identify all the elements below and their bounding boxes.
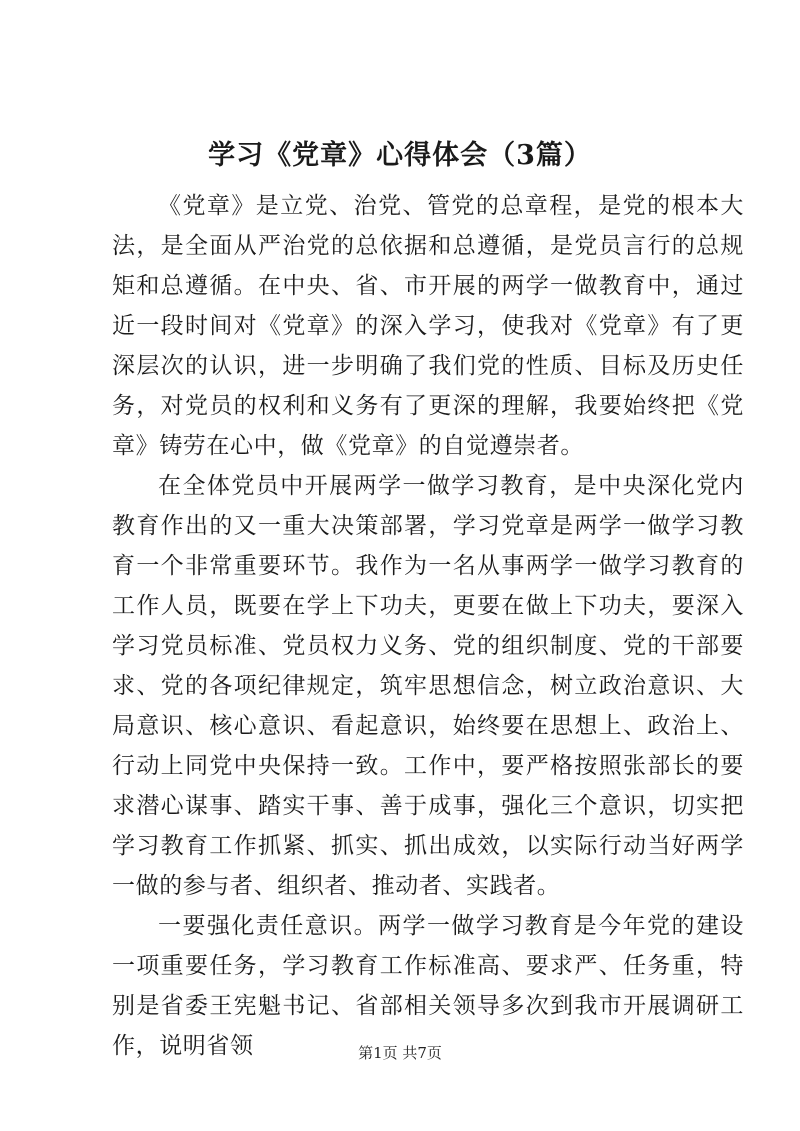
document-body xyxy=(112,186,744,1066)
document-title: 学习《党章》心得体会（3篇） xyxy=(208,140,592,171)
paragraph-2: 在全体党员中开展两学一做学习教育，是中央深化党内教育作出的又一重大决策部署，学习党章是两学一做学习教育一个非常重要环节。我作为一名从事两学一做学习教育的工作人员，既要在学上下功夫，更要在做上下功夫，要深入学习党员标准、党员权力义务、党的组织制度、党的干部要求、党的各项纪律规定，筑牢思想信念，树立政治意识、大局意识、核心意识、看起意识，始终要在思想上、政治上、行动上同党中央保持一致。工作中，要严格按照张部长的要求潜心谋事、踏实干事、善于成事，强化三个意识，切实把学习教育工作抓紧、抓实、抓出成效，以实际行动当好两学一做的参与者、组织者、推动者、实践者。 xyxy=(112,473,744,899)
page-number-indicator: 第1页 共7页 xyxy=(358,1044,442,1062)
paragraph-1: 《党章》是立党、治党、管党的总章程，是党的根本大法，是全面从严治党的总依据和总遵循，是党员言行的总规矩和总遵循。在中央、省、市开展的两学一做教育中，通过近一段时间对《党章》的深入学习，使我对《党章》有了更深层次的认识，进一步明确了我们党的性质、目标及历史任务，对党员的权利和义务有了更深的理解，我要始终把《党章》铸劳在心中，做《党章》的自觉遵崇者。 xyxy=(112,193,744,459)
paragraph-3: 一要强化责任意识。两学一做学习教育是今年党的建设一项重要任务，学习教育工作标准高、要求严、任务重，特别是省委王宪魁书记、省部相关领导多次到我市开展调研工作，说明省领 xyxy=(112,913,744,1059)
page-footer xyxy=(0,1043,800,1063)
